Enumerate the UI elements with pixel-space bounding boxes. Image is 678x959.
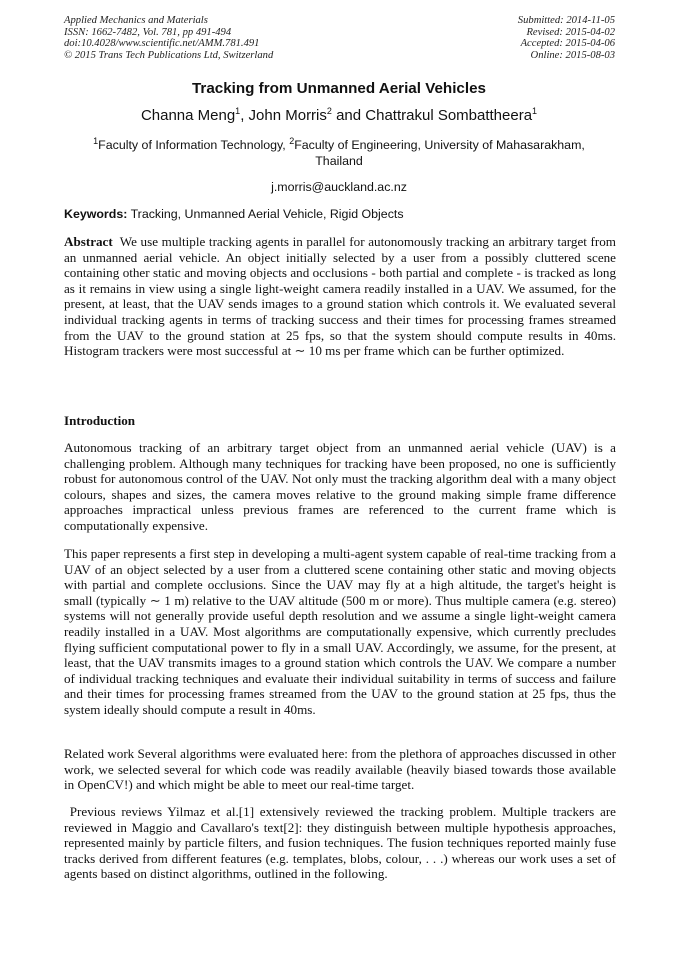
doi: doi:10.4028/www.scientific.net/AMM.781.491 [64,38,260,50]
paragraph: Related work Several algorithms were evaluated here: from the plethora of approaches discussed in other work, we selected several for which code was readily available (heavily biased towards those available in OpenCV!) and which might be able to meet our real-time target. [64,746,616,793]
journal-header [64,15,273,61]
author-affil-mark: 1 [235,106,241,116]
contact-email: j.morris@auckland.ac.nz [271,180,407,194]
section-heading: Introduction [64,413,136,428]
author-separator: , [240,107,249,124]
author-name: Channa Meng [140,107,236,124]
keywords-label: Keywords: [64,207,128,221]
author-affil-mark: 1 [532,106,538,116]
online-date: Online: 2015-08-03 [530,49,615,61]
abstract-label: Abstract [64,234,113,249]
revised-date: Revised: 2015-04-02 [526,26,615,38]
journal-name: Applied Mechanics and Materials [64,15,208,26]
submitted-date: Submitted: 2014-11-05 [517,15,615,26]
keywords-text: Tracking, Unmanned Aerial Vehicle, Rigid Objects [127,207,404,221]
paragraph: Autonomous tracking of an arbitrary target object from an unmanned aerial vehicle (UAV) is a challenging problem. Although many techniques for tracking have been proposed, no one is sufficiently robust for autonomous control of the UAV. Not only must the tracking algorithm deal with a many object colours, shapes and sizes, the camera moves relative to the ground making simple frame difference approaches impractical unless previous frames are referenced to the current frame which is computationally expensive. [64,440,616,533]
author-separator: and [331,107,366,124]
affil-mark: 2 [289,135,295,146]
abstract-text: We use multiple tracking agents in parallel for autonomously tracking an arbitrary target from an unmanned aerial vehicle. An object initially selected by a user from a possibly cluttered scene containing other static and moving objects and occlusions - both partial and complete - is tracked as long as it remains in view using a single light-weight camera readily installed in a UAV. We assumed, for the present, at least, that the UAV sends images to a ground station which controls it. We evaluated several individual tracking agents in terms of tracking success and their times for processing frames streamed from the UAV to the ground station at 25 fps, so that the system should compute results in 40ms. Histogram trackers were most successful at ∼ 10 ms per frame which can be further optimized. [64,234,620,359]
paper-title: Tracking from Unmanned Aerial Vehicles [191,80,486,97]
issn: ISSN: 1662-7482, Vol. 781, pp 491-494 [64,26,232,38]
keywords [64,207,616,221]
accepted-date: Accepted: 2015-04-06 [520,38,615,50]
copyright: © 2015 Trans Tech Publications Ltd, Switzerland [64,49,274,61]
affiliations [80,135,598,169]
author-name: John Morris [248,107,327,124]
author-affil-mark: 2 [326,106,332,116]
affiliation-2: Faculty of Engineering, University of Mahasarakham, Thailand [294,138,585,168]
affiliation-1: Faculty of Information Technology, [98,138,290,152]
paragraph: This paper represents a first step in developing a multi-agent system capable of real-time tracking from a UAV of an object selected by a user from a cluttered scene containing other static and moving objects with partial and complete occlusions. Since the UAV may fly at a high altitude, the target's height is small (typically ∼ 1 m) relative to the UAV altitude (500 m or more). Thus multiple camera (e.g. stereo) systems will not generally provide useful depth resolution and we assume a single light-weight camera readily installed in a UAV. Most algorithms are computationally expensive, which currently precludes flying sufficient computational power to fly in a small UAV. Accordingly, we assume, for the present, at least, that the UAV transmits images to a ground station which controls the UAV. We compare a number of individual tracking techniques and evaluate their individual suitability in terms of success and failure and their times for processing frames streamed from the UAV to the ground station at 25 fps, thus the system ideally should compute a result in 40ms. [64,546,616,717]
author-name: Chattrakul Sombattheera [365,107,533,124]
affil-mark: 1 [93,135,99,146]
author-list [0,107,678,124]
paragraph: Previous reviews Yilmaz et al.[1] extensively reviewed the tracking problem. Multiple trackers are reviewed in Maggio and Cavallaro's text[2]: they distinguish between multiple hypothesis approaches, represented mainly by particle filters, and fusion techniques. The fusion techniques reported mainly fuse tracks derived from different features (e.g. templates, blobs, colour, . . .) whereas our work uses a set of agents based on distinct algorithms, outlined in the following. [64,804,620,882]
abstract [64,234,620,359]
dates-header [518,15,615,61]
